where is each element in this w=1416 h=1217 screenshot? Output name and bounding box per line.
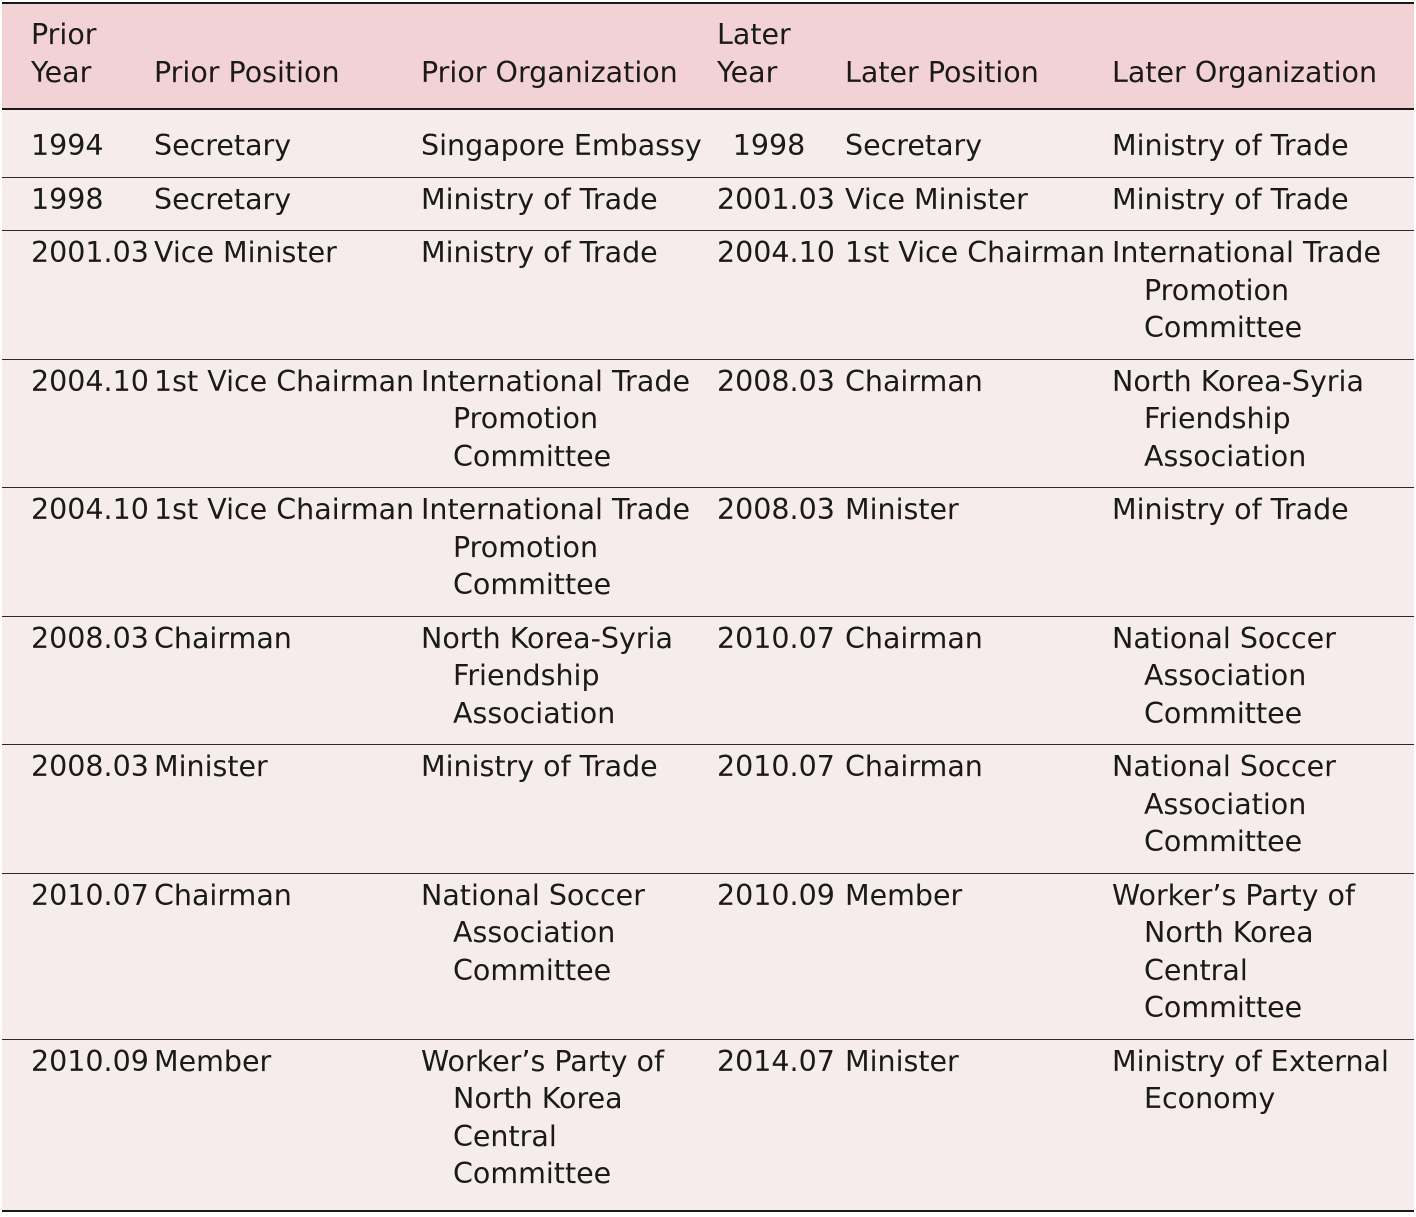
cell-prior-year: 2004.10	[2, 359, 154, 488]
cell-prior-organization	[421, 873, 717, 1039]
cell-prior-organization-text: Ministry of Trade	[421, 750, 658, 783]
cell-prior-position: Vice Minister	[154, 231, 421, 360]
cell-prior-year: 1994	[2, 124, 154, 177]
cell-prior-organization	[421, 488, 717, 617]
table-spacer-row	[2, 109, 1414, 124]
cell-later-organization	[1112, 231, 1414, 360]
cell-later-organization-text: International Trade Promotion Committee	[1112, 236, 1381, 344]
cell-prior-year: 2010.07	[2, 873, 154, 1039]
cell-prior-year: 1998	[2, 177, 154, 231]
cell-prior-position: Chairman	[154, 873, 421, 1039]
cell-later-position: Secretary	[845, 124, 1112, 177]
cell-later-position: Member	[845, 873, 1112, 1039]
table-row	[2, 1039, 1414, 1211]
table-row	[2, 124, 1414, 177]
cell-prior-year: 2008.03	[2, 616, 154, 745]
cell-prior-position: Secretary	[154, 124, 421, 177]
cell-later-year: 2008.03	[717, 488, 845, 617]
table-header-row	[2, 3, 1414, 109]
table-body	[2, 109, 1414, 1211]
cell-later-organization-text: Ministry of Trade	[1112, 182, 1349, 216]
cell-prior-organization-text: Ministry of Trade	[421, 236, 658, 269]
header-prior-year: Prior Year	[2, 3, 154, 109]
cell-later-year: 1998	[717, 124, 845, 177]
table-row	[2, 745, 1414, 874]
cell-later-organization	[1112, 488, 1414, 617]
cell-later-organization-text: National Soccer Association Committee	[1112, 621, 1336, 730]
cell-prior-organization	[421, 616, 717, 745]
table-row	[2, 488, 1414, 617]
table-row	[2, 616, 1414, 745]
cell-prior-organization	[421, 745, 717, 874]
career-table	[2, 2, 1414, 1212]
header-later-year: Later Year	[717, 3, 845, 109]
cell-later-organization	[1112, 124, 1414, 177]
cell-later-organization-text: North Korea-Syria Friendship Association	[1112, 364, 1364, 473]
cell-prior-organization	[421, 359, 717, 488]
cell-prior-organization-text: National Soccer Association Committee	[421, 878, 645, 987]
cell-prior-position: Chairman	[154, 616, 421, 745]
table-row	[2, 177, 1414, 231]
cell-later-organization-text: National Soccer Association Committee	[1112, 750, 1336, 858]
header-later-organization: Later Organization	[1112, 3, 1414, 109]
cell-later-organization	[1112, 359, 1414, 488]
header-later-position: Later Position	[845, 3, 1112, 109]
cell-later-year: 2010.09	[717, 873, 845, 1039]
cell-later-organization	[1112, 1039, 1414, 1211]
cell-later-position: Minister	[845, 488, 1112, 617]
cell-later-year: 2004.10	[717, 231, 845, 360]
cell-prior-year: 2010.09	[2, 1039, 154, 1211]
cell-prior-organization-text: Worker’s Party of North Korea Central Committee	[421, 1044, 665, 1190]
cell-prior-organization-text: Ministry of Trade	[421, 182, 658, 216]
cell-later-year: 2008.03	[717, 359, 845, 488]
career-table-container	[2, 2, 1414, 1212]
cell-later-year: 2010.07	[717, 616, 845, 745]
cell-later-organization	[1112, 616, 1414, 745]
cell-later-organization-text: Worker’s Party of North Korea Central Committee	[1112, 878, 1356, 1024]
header-prior-position: Prior Position	[154, 3, 421, 109]
cell-prior-position: Minister	[154, 745, 421, 874]
cell-prior-year: 2008.03	[2, 745, 154, 874]
cell-later-organization	[1112, 177, 1414, 231]
cell-later-organization-text: Ministry of Trade	[1112, 129, 1349, 162]
cell-later-year: 2014.07	[717, 1039, 845, 1211]
cell-prior-position: Member	[154, 1039, 421, 1211]
header-prior-organization: Prior Organization	[421, 3, 717, 109]
cell-later-year: 2001.03	[717, 177, 845, 231]
cell-prior-organization-text: North Korea-Syria Friendship Association	[421, 621, 673, 730]
cell-later-position: Chairman	[845, 359, 1112, 488]
cell-later-organization	[1112, 873, 1414, 1039]
table-row	[2, 359, 1414, 488]
cell-prior-organization-text: International Trade Promotion Committee	[421, 364, 690, 473]
table-row	[2, 873, 1414, 1039]
cell-later-year: 2010.07	[717, 745, 845, 874]
cell-later-position: Chairman	[845, 745, 1112, 874]
cell-prior-position: 1st Vice Chairman	[154, 488, 421, 617]
cell-later-position: Minister	[845, 1039, 1112, 1211]
cell-prior-organization	[421, 1039, 717, 1211]
cell-later-organization-text: Ministry of Trade	[1112, 493, 1349, 526]
cell-prior-organization	[421, 124, 717, 177]
cell-prior-organization-text: Singapore Embassy	[421, 129, 702, 162]
cell-later-organization-text: Ministry of External Economy	[1112, 1044, 1389, 1115]
cell-later-organization	[1112, 745, 1414, 874]
cell-prior-year: 2001.03	[2, 231, 154, 360]
cell-later-position: 1st Vice Chairman	[845, 231, 1112, 360]
table-row	[2, 231, 1414, 360]
cell-prior-organization	[421, 231, 717, 360]
cell-prior-organization-text: International Trade Promotion Committee	[421, 493, 690, 601]
cell-later-position: Vice Minister	[845, 177, 1112, 231]
cell-later-position: Chairman	[845, 616, 1112, 745]
cell-prior-organization	[421, 177, 717, 231]
cell-prior-position: Secretary	[154, 177, 421, 231]
cell-prior-position: 1st Vice Chairman	[154, 359, 421, 488]
cell-prior-year: 2004.10	[2, 488, 154, 617]
